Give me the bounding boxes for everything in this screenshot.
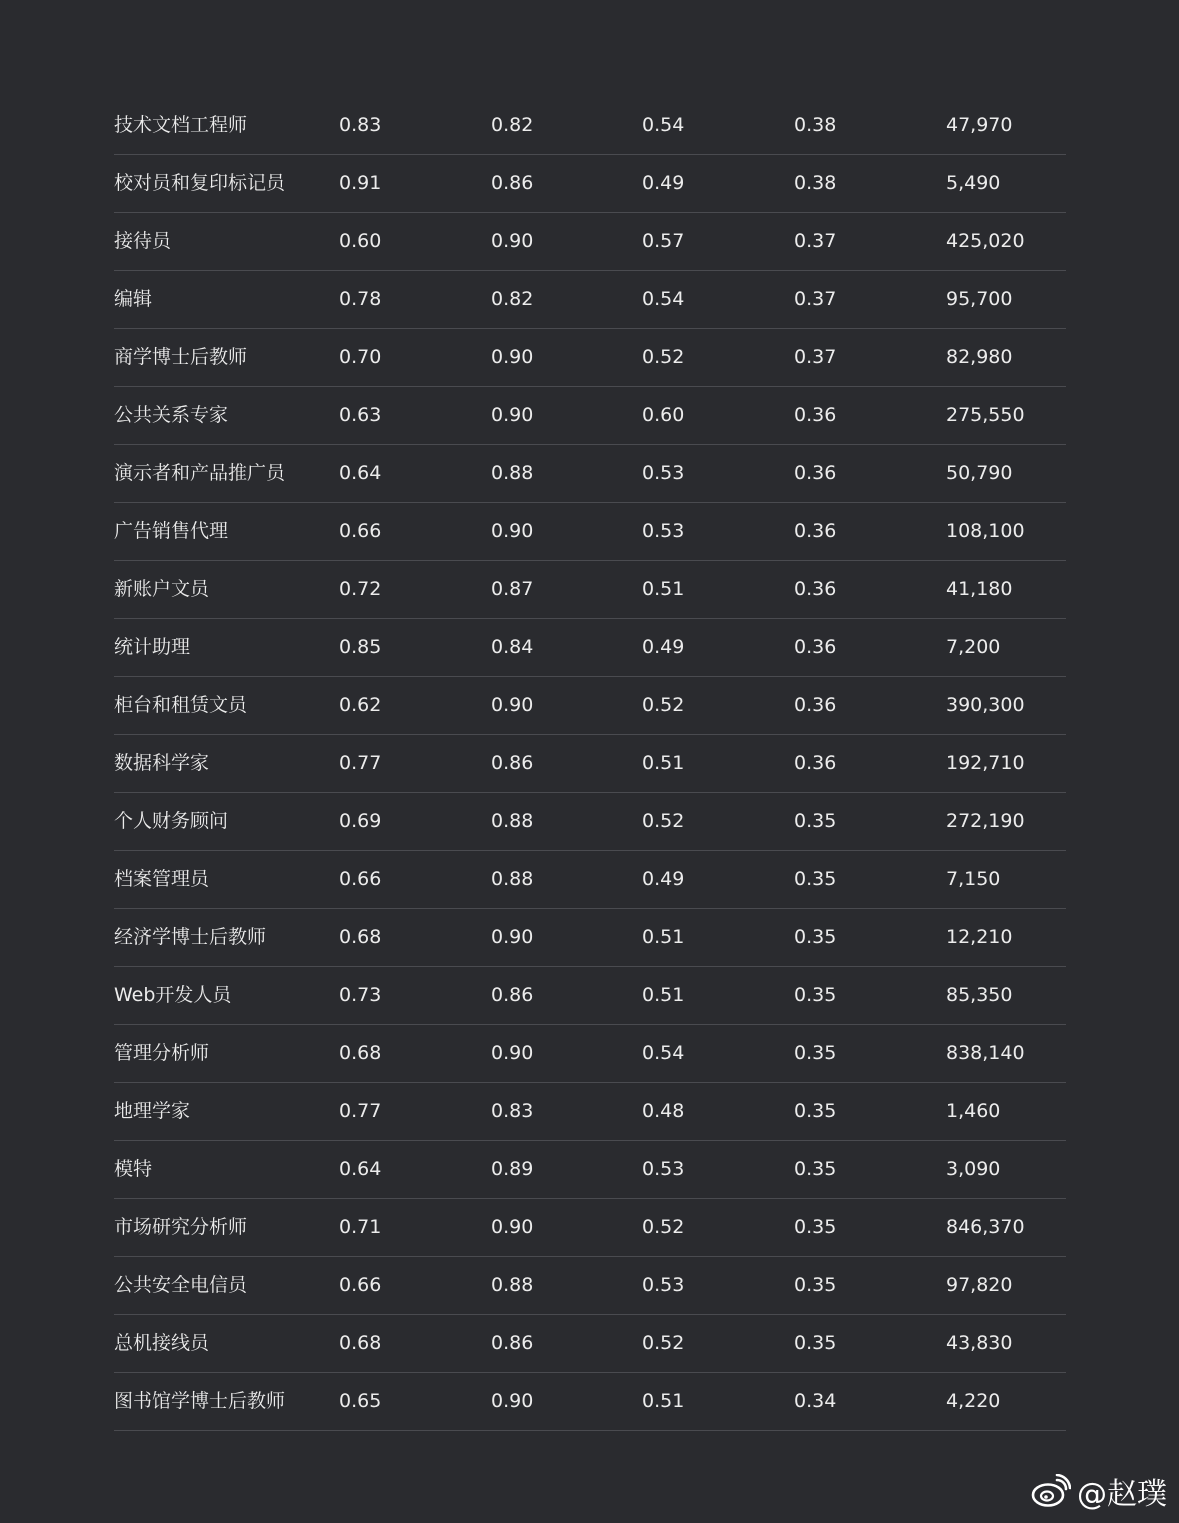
value-cell-1: 0.66 <box>339 1274 382 1296</box>
value-cell-2: 0.90 <box>491 520 534 542</box>
value-cell-2: 0.90 <box>491 404 534 426</box>
value-cell-2: 0.86 <box>491 1332 534 1354</box>
value-cell-3: 0.53 <box>642 520 685 542</box>
occupation-cell: 演示者和产品推广员 <box>114 462 286 484</box>
value-cell-1: 0.83 <box>339 114 382 136</box>
value-cell-3: 0.51 <box>642 752 685 774</box>
value-cell-1: 0.68 <box>339 1042 382 1064</box>
table-row <box>114 213 1066 271</box>
value-cell-4: 0.35 <box>794 984 837 1006</box>
occupation-cell: 档案管理员 <box>114 868 210 890</box>
value-cell-1: 0.73 <box>339 984 382 1006</box>
table-row <box>114 271 1066 329</box>
table-row <box>114 1315 1066 1373</box>
table-row <box>114 967 1066 1025</box>
table-row <box>114 155 1066 213</box>
table-row <box>114 851 1066 909</box>
occupation-cell: 校对员和复印标记员 <box>114 172 286 194</box>
value-cell-3: 0.51 <box>642 984 685 1006</box>
value-cell-2: 0.88 <box>491 810 534 832</box>
occupation-cell: 公共安全电信员 <box>114 1274 248 1296</box>
occupation-cell: 地理学家 <box>114 1100 191 1122</box>
value-cell-1: 0.69 <box>339 810 382 832</box>
value-cell-1: 0.64 <box>339 1158 382 1180</box>
occupation-cell: Web开发人员 <box>114 984 232 1006</box>
value-cell-1: 0.68 <box>339 1332 382 1354</box>
value-cell-1: 0.60 <box>339 230 382 252</box>
value-cell-2: 0.90 <box>491 1042 534 1064</box>
table-row <box>114 503 1066 561</box>
value-cell-1: 0.68 <box>339 926 382 948</box>
value-cell-2: 0.90 <box>491 694 534 716</box>
value-cell-4: 0.36 <box>794 404 837 426</box>
value-cell-3: 0.60 <box>642 404 685 426</box>
value-cell-2: 0.90 <box>491 230 534 252</box>
value-cell-4: 0.35 <box>794 1158 837 1180</box>
table-row <box>114 561 1066 619</box>
value-cell-3: 0.49 <box>642 868 685 890</box>
employment-cell: 838,140 <box>946 1042 1025 1064</box>
weibo-icon <box>1031 1474 1071 1508</box>
value-cell-1: 0.62 <box>339 694 382 716</box>
value-cell-4: 0.36 <box>794 752 837 774</box>
value-cell-4: 0.36 <box>794 520 837 542</box>
value-cell-1: 0.66 <box>339 868 382 890</box>
table-row <box>114 1141 1066 1199</box>
table-row <box>114 1025 1066 1083</box>
value-cell-3: 0.51 <box>642 926 685 948</box>
value-cell-1: 0.66 <box>339 520 382 542</box>
employment-cell: 7,150 <box>946 868 1001 890</box>
occupation-cell: 图书馆学博士后教师 <box>114 1390 286 1412</box>
value-cell-3: 0.52 <box>642 346 685 368</box>
employment-cell: 425,020 <box>946 230 1025 252</box>
occupation-cell: 接待员 <box>114 230 172 252</box>
table-row <box>114 909 1066 967</box>
occupation-cell: 新账户文员 <box>114 578 210 600</box>
value-cell-2: 0.86 <box>491 172 534 194</box>
value-cell-1: 0.77 <box>339 752 382 774</box>
watermark-text: @赵璞 <box>1077 1477 1167 1512</box>
value-cell-2: 0.82 <box>491 288 534 310</box>
value-cell-2: 0.83 <box>491 1100 534 1122</box>
employment-cell: 43,830 <box>946 1332 1013 1354</box>
occupation-cell: 个人财务顾问 <box>114 810 229 832</box>
table-row <box>114 1257 1066 1315</box>
table-row <box>114 387 1066 445</box>
value-cell-3: 0.53 <box>642 1274 685 1296</box>
value-cell-4: 0.34 <box>794 1390 837 1412</box>
value-cell-2: 0.90 <box>491 1390 534 1412</box>
value-cell-4: 0.35 <box>794 1216 837 1238</box>
value-cell-4: 0.35 <box>794 926 837 948</box>
employment-cell: 846,370 <box>946 1216 1025 1238</box>
table-row <box>114 793 1066 851</box>
employment-cell: 272,190 <box>946 810 1025 832</box>
value-cell-3: 0.52 <box>642 1332 685 1354</box>
value-cell-3: 0.53 <box>642 462 685 484</box>
occupation-cell: 数据科学家 <box>114 752 210 774</box>
value-cell-4: 0.36 <box>794 462 837 484</box>
employment-cell: 275,550 <box>946 404 1025 426</box>
value-cell-4: 0.37 <box>794 288 837 310</box>
table-row <box>114 619 1066 677</box>
value-cell-2: 0.86 <box>491 752 534 774</box>
value-cell-4: 0.36 <box>794 636 837 658</box>
table-row <box>114 735 1066 793</box>
value-cell-2: 0.90 <box>491 926 534 948</box>
value-cell-3: 0.52 <box>642 810 685 832</box>
occupation-cell: 编辑 <box>114 288 153 310</box>
occupation-cell: 商学博士后教师 <box>114 346 248 368</box>
value-cell-4: 0.35 <box>794 810 837 832</box>
table-row <box>114 445 1066 503</box>
value-cell-1: 0.85 <box>339 636 382 658</box>
value-cell-4: 0.35 <box>794 1100 837 1122</box>
value-cell-4: 0.35 <box>794 1042 837 1064</box>
occupation-cell: 市场研究分析师 <box>114 1216 248 1238</box>
watermark <box>1031 1469 1167 1513</box>
value-cell-1: 0.65 <box>339 1390 382 1412</box>
employment-cell: 390,300 <box>946 694 1025 716</box>
value-cell-1: 0.71 <box>339 1216 382 1238</box>
value-cell-4: 0.37 <box>794 346 837 368</box>
value-cell-4: 0.36 <box>794 578 837 600</box>
employment-cell: 1,460 <box>946 1100 1001 1122</box>
value-cell-3: 0.54 <box>642 114 685 136</box>
value-cell-1: 0.77 <box>339 1100 382 1122</box>
employment-cell: 41,180 <box>946 578 1013 600</box>
value-cell-4: 0.35 <box>794 868 837 890</box>
value-cell-1: 0.63 <box>339 404 382 426</box>
value-cell-3: 0.54 <box>642 288 685 310</box>
value-cell-4: 0.38 <box>794 114 837 136</box>
value-cell-1: 0.64 <box>339 462 382 484</box>
value-cell-4: 0.35 <box>794 1274 837 1296</box>
employment-cell: 7,200 <box>946 636 1001 658</box>
value-cell-4: 0.36 <box>794 694 837 716</box>
employment-cell: 5,490 <box>946 172 1001 194</box>
value-cell-2: 0.90 <box>491 346 534 368</box>
value-cell-3: 0.52 <box>642 694 685 716</box>
value-cell-1: 0.72 <box>339 578 382 600</box>
employment-cell: 97,820 <box>946 1274 1013 1296</box>
table-row <box>114 677 1066 735</box>
occupation-cell: 公共关系专家 <box>114 404 229 426</box>
value-cell-3: 0.57 <box>642 230 685 252</box>
employment-cell: 47,970 <box>946 114 1013 136</box>
value-cell-1: 0.91 <box>339 172 382 194</box>
value-cell-2: 0.88 <box>491 462 534 484</box>
value-cell-3: 0.51 <box>642 578 685 600</box>
table-row <box>114 1373 1066 1431</box>
table-row <box>114 1083 1066 1141</box>
value-cell-2: 0.89 <box>491 1158 534 1180</box>
value-cell-2: 0.86 <box>491 984 534 1006</box>
table-row <box>114 329 1066 387</box>
value-cell-4: 0.35 <box>794 1332 837 1354</box>
occupation-cell: 广告销售代理 <box>114 520 229 542</box>
employment-cell: 4,220 <box>946 1390 1001 1412</box>
value-cell-1: 0.70 <box>339 346 382 368</box>
value-cell-3: 0.53 <box>642 1158 685 1180</box>
occupation-cell: 管理分析师 <box>114 1042 210 1064</box>
table-row <box>114 97 1066 155</box>
value-cell-2: 0.84 <box>491 636 534 658</box>
occupation-cell: 总机接线员 <box>114 1332 210 1354</box>
value-cell-2: 0.87 <box>491 578 534 600</box>
occupation-cell: 经济学博士后教师 <box>114 926 267 948</box>
value-cell-3: 0.51 <box>642 1390 685 1412</box>
employment-cell: 192,710 <box>946 752 1025 774</box>
value-cell-4: 0.37 <box>794 230 837 252</box>
value-cell-3: 0.49 <box>642 172 685 194</box>
value-cell-4: 0.38 <box>794 172 837 194</box>
value-cell-3: 0.48 <box>642 1100 685 1122</box>
employment-cell: 85,350 <box>946 984 1013 1006</box>
value-cell-3: 0.54 <box>642 1042 685 1064</box>
employment-cell: 108,100 <box>946 520 1025 542</box>
value-cell-2: 0.82 <box>491 114 534 136</box>
value-cell-3: 0.52 <box>642 1216 685 1238</box>
employment-cell: 50,790 <box>946 462 1013 484</box>
employment-cell: 3,090 <box>946 1158 1001 1180</box>
employment-cell: 12,210 <box>946 926 1013 948</box>
value-cell-2: 0.90 <box>491 1216 534 1238</box>
employment-cell: 82,980 <box>946 346 1013 368</box>
occupation-cell: 技术文档工程师 <box>114 114 248 136</box>
value-cell-2: 0.88 <box>491 868 534 890</box>
table-row <box>114 1199 1066 1257</box>
employment-cell: 95,700 <box>946 288 1013 310</box>
value-cell-1: 0.78 <box>339 288 382 310</box>
occupation-cell: 统计助理 <box>114 636 191 658</box>
value-cell-2: 0.88 <box>491 1274 534 1296</box>
occupation-cell: 模特 <box>114 1158 153 1180</box>
occupation-table <box>114 97 1066 1431</box>
value-cell-3: 0.49 <box>642 636 685 658</box>
occupation-cell: 柜台和租赁文员 <box>114 694 248 716</box>
